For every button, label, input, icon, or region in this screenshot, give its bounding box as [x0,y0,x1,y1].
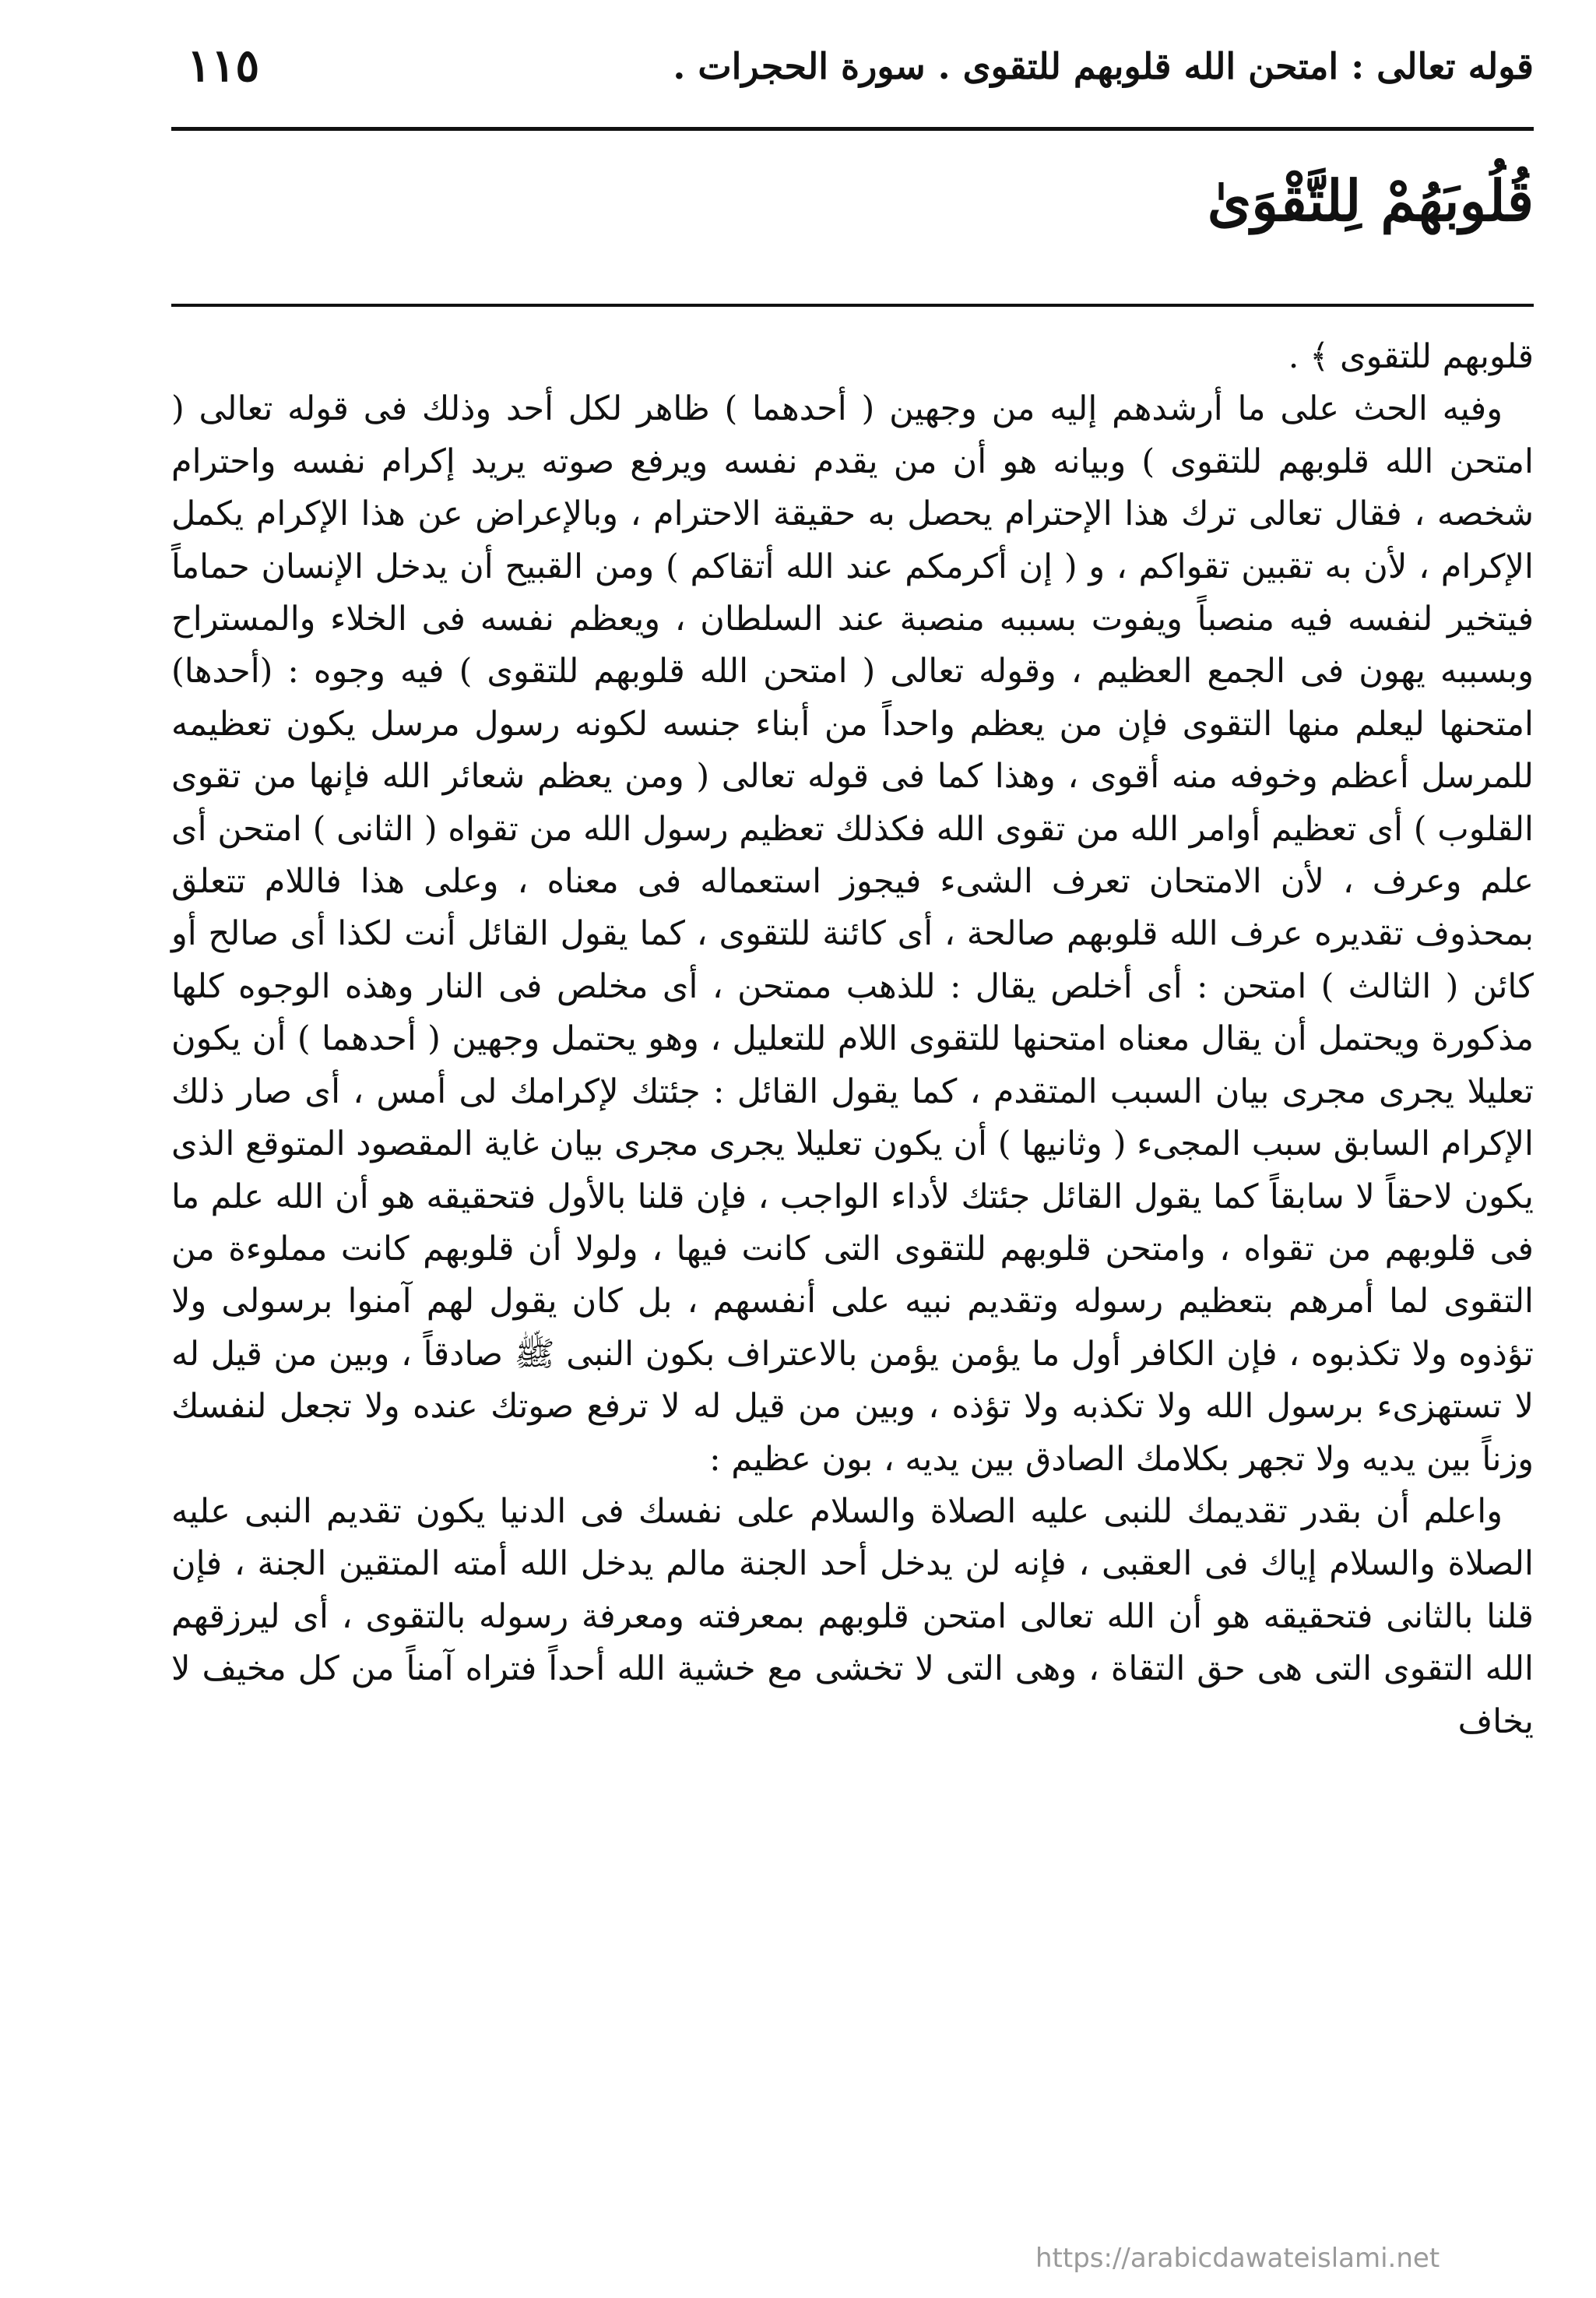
header-rule [171,127,1534,131]
commentary-paragraph-2: واعلم أن بقدر تقديمك للنبى عليه الصلاة والسلام على نفسك فى الدنيا يكون تقديم النبى عليه الصلاة والسلام إياك فى العقبى ، فإنه لن يدخل أحد الجنة مالم يدخل الله أمته المتقين الجنة ، فإن قلنا بالثانى فتحقيقه هو أن الله تعالى امتحن قلوبهم بمعرفته ومعرفة رسوله بالتقوى ، أى ليرزقهم الله التقوى التى هى حق التقاة ، وهى التى لا تخشى مع خشية الله أحداً فتراه آمناً من كل مخيف لا يخاف [171,1491,1534,1741]
quranic-verse-block [171,152,1534,284]
commentary-body [171,331,1534,1748]
commentary-lead: قلوبهم للتقوى ﴾ . [1288,337,1534,376]
page-number: ١١٥ [187,39,260,92]
running-title: قوله تعالى : امتحن الله قلوبهم للتقوى . سورة الحجرات . [673,45,1534,87]
watermark-url: https://arabicdawateislami.net [1035,2243,1440,2274]
verse-rule [171,304,1534,307]
commentary-paragraph-1: وفيه الحث على ما أرشدهم إليه من وجهين ( أحدهما ) ظاهر لكل أحد وذلك فى قوله تعالى ( امتحن الله قلوبهم للتقوى ) وبيانه هو أن من يقدم نفسه ويرفع صوته يريد إكرام نفسه واحترام شخصه ، فقال تعالى ترك هذا الإحترام يحصل به حقيقة الاحترام ، وبالإعراض عن هذا الإكرام يكمل الإكرام ، لأن به تقبين تقواكم ، و ( إن أكرمكم عند الله أتقاكم ) ومن القبيح أن يدخل الإنسان حماماً فيتخير لنفسه فيه منصباً ويفوت بسببه منصبة عند السلطان ، ويعظم نفسه فى الخلاء والمستراح وبسببه يهون فى الجمع العظيم ، وقوله تعالى ( امتحن الله قلوبهم للتقوى ) فيه وجوه : (أحدها) امتحنها ليعلم منها التقوى فإن من يعظم واحداً من أبناء جنسه لكونه رسول مرسل يكون تعظيمه للمرسل أعظم وخوفه منه أقوى ، وهذا كما فى قوله تعالى ( ومن يعظم شعائر الله فإنها من تقوى القلوب ) أى تعظيم أوامر الله من تقوى الله فكذلك تعظيم رسول الله من تقواه ( الثانى ) امتحن أى علم وعرف ، لأن الامتحان تعرف الشىء فيجوز استعماله فى معناه ، وعلى هذا فاللام تتعلق بمحذوف تقديره عرف الله قلوبهم صالحة ، أى كائنة للتقوى ، كما يقول القائل أنت لكذا أى صالح أو كائن ( الثالث ) امتحن : أى أخلص يقال : للذهب ممتحن ، أى مخلص فى النار وهذه الوجوه كلها مذكورة ويحتمل أن يقال معناه امتحنها للتقوى اللام للتعليل ، وهو يحتمل وجهين ( أحدهما ) أن يكون تعليلا يجرى مجرى بيان السبب المتقدم ، كما يقول القائل : جئتك لإكرامك لى أمس ، أى صار ذلك الإكرام السابق سبب المجىء ( وثانيها ) أن يكون تعليلا يجرى مجرى بيان غاية المقصود المتوقع الذى يكون لاحقاً لا سابقاً كما يقول القائل جئتك لأداء الواجب ، فإن قلنا بالأول فتحقيقه هو أن الله علم ما فى قلوبهم من تقواه ، وامتحن قلوبهم للتقوى التى كانت فيها ، ولولا أن قلوبهم كانت مملوءة من التقوى لما أمرهم بتعظيم رسوله وتقديم نبيه على أنفسهم ، بل كان يقول لهم آمنوا برسولى ولا تؤذوه ولا تكذبوه ، فإن الكافر أول ما يؤمن يؤمن بالاعتراف بكون النبى ﷺ صادقاً ، وبين من قيل له لا تستهزىء برسول الله ولا تكذبه ولا تؤذه ، وبين من قيل له لا ترفع صوتك عنده ولا تجعل لنفسك وزناً بين يديه ولا تجهر بكلامك الصادق بين يديه ، بون عظيم : [171,389,1534,1479]
quranic-verse: قُلُوبَهُمْ لِلتَّقْوَىٰ [1207,167,1534,234]
running-header [171,31,1534,101]
